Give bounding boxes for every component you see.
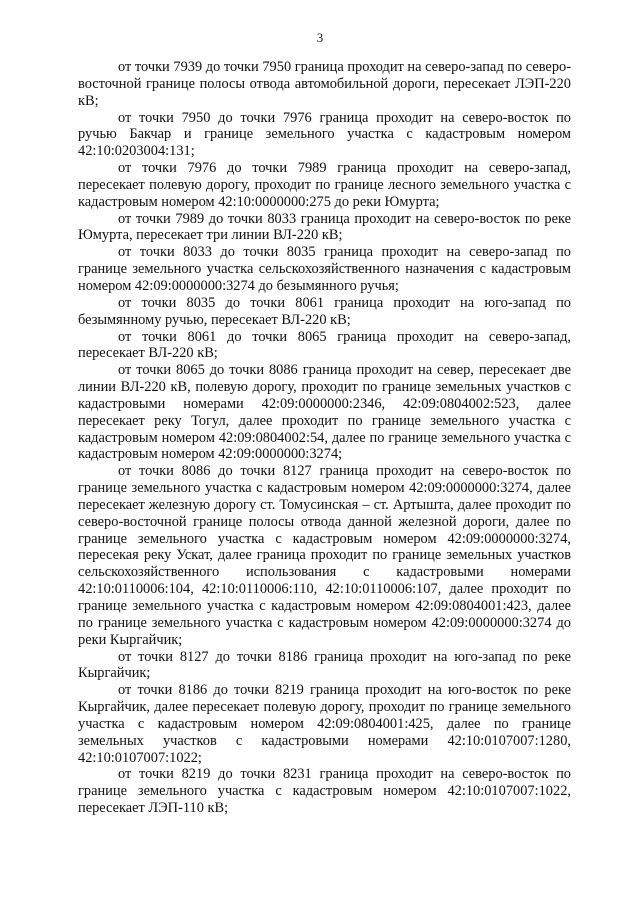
boundary-paragraph: от точки 8127 до точки 8186 граница проходит на юго-запад по реке Кыргайчик; — [78, 648, 571, 682]
boundary-paragraph: от точки 7976 до точки 7989 граница проходит на северо-запад, пересекает полевую дорогу, проходит по границе лесного земельного участка с кадастровым номером 42:10:0000000:275 до реки Юмурта; — [78, 160, 571, 210]
boundary-paragraph: от точки 8219 до точки 8231 граница проходит на северо-восток по границе земельного участка с кадастровым номером 42:10:0107007:1022, пересекает ЛЭП-110 кВ; — [78, 766, 571, 817]
boundary-paragraph: от точки 8086 до точки 8127 граница проходит на северо-восток по границе земельного участка с кадастровым номером 42:09:0000000:3274, далее пересекает железную дорогу ст. Томусинская – ст. Артышта, далее проходит по северо-восточной границе полосы отвода данной железной дороги, далее по границе земельного участка с кадастровым номером 42:09:0000000:3274, пересекая реку Ускат, далее граница проходит по границе земельных участков сельскохозяйственного использования с кадастровыми номерами 42:10:0110006:104, 42:10:0110006:110, 42:10:0110006:107, далее проходит по границе земельного участка с кадастровым номером 42:09:0804001:423, далее по границе земельного участка с кадастровым номером 42:09:0000000:3274 до реки Кыргайчик; — [78, 463, 571, 648]
boundary-paragraph: от точки 8065 до точки 8086 граница проходит на север, пересекает две линии ВЛ-220 кВ, полевую дорогу, проходит по границе земельных участков с кадастровыми номерами 42:09:0000000:2346, 42:09:0804002:523, далее пересекает реку Тогул, далее проходит по границе земельного участка с кадастровым номером 42:09:0804002:54, далее по границе земельного участка с кадастровым номером 42:09:0000000:3274; — [78, 362, 571, 463]
boundary-paragraph: от точки 8061 до точки 8065 граница проходит на северо-запад, пересекает ВЛ-220 кВ; — [78, 328, 571, 362]
boundary-paragraph: от точки 8035 до точки 8061 граница проходит на юго-запад по безымянному ручью, пересекает ВЛ-220 кВ; — [78, 294, 571, 328]
boundary-paragraph: от точки 7989 до точки 8033 граница проходит на северо-восток по реке Юмурта, пересекает три линии ВЛ-220 кВ; — [78, 210, 571, 244]
boundary-paragraph: от точки 8033 до точки 8035 граница проходит на северо-запад по границе земельного участка сельскохозяйственного назначения с кадастровым номером 42:09:0000000:3274 до безымянного ручья; — [78, 244, 571, 294]
document-body — [78, 59, 571, 817]
page-number: 3 — [316, 30, 324, 45]
boundary-paragraph: от точки 8186 до точки 8219 граница проходит на юго-восток по реке Кыргайчик, далее пересекает полевую дорогу, проходит по границе земельного участка с кадастровым номером 42:09:0804001:425, далее по границе земельных участков с кадастровыми номерами 42:10:0107007:1280, 42:10:0107007:1022; — [78, 682, 571, 766]
boundary-paragraph: от точки 7950 до точки 7976 граница проходит на северо-восток по ручью Бакчар и границе земельного участка с кадастровым номером 42:10:0203004:131; — [78, 109, 571, 160]
boundary-paragraph: от точки 7939 до точки 7950 граница проходит на северо-запад по северо-восточной границе полосы отвода автомобильной дороги, пересекает ЛЭП-220 кВ; — [78, 59, 571, 109]
